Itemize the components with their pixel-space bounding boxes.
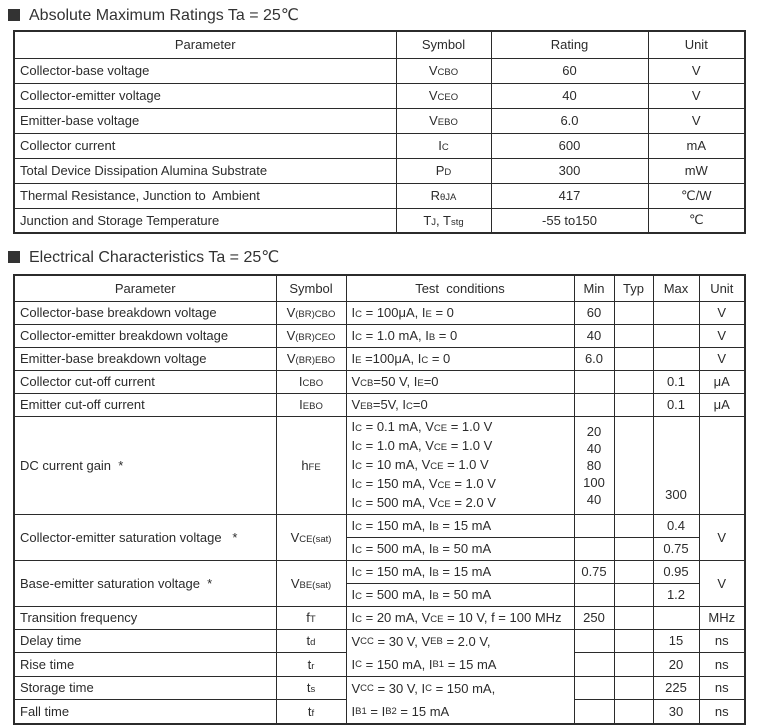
symbol-cell: VCBO [396, 58, 491, 83]
condition-line: IC = 150 mA, VCE = 1.0 V [351, 475, 496, 491]
conditions-cell: IC = 20 mA, VCE = 10 V, f = 100 MHz [346, 606, 574, 629]
max-cell: 0.75 [653, 537, 699, 560]
conditions-cell [346, 416, 574, 514]
typ-cell [614, 370, 653, 393]
unit-cell: μA [699, 370, 745, 393]
min-line: 100 [583, 474, 605, 490]
symbol-cell: tr [276, 653, 346, 677]
unit-cell: ℃/W [648, 183, 745, 208]
min-cell [574, 416, 614, 514]
param-cell: Collector-emitter voltage [14, 83, 396, 108]
min-cell [574, 676, 614, 700]
conditions-cell: VEB=5V, IC=0 [346, 393, 574, 416]
param-cell: DC current gain * [14, 416, 276, 514]
table-row [14, 393, 745, 416]
unit-cell: ns [699, 629, 745, 653]
symbol-cell: ts [276, 676, 346, 700]
min-cell [574, 393, 614, 416]
param-cell: Thermal Resistance, Junction to Ambient [14, 183, 396, 208]
symbol-cell: V(BR)EBO [276, 347, 346, 370]
max-cell: 20 [653, 653, 699, 677]
table-row [14, 301, 745, 324]
max-cell: 225 [653, 676, 699, 700]
unit-cell: MHz [699, 606, 745, 629]
table-row [14, 108, 745, 133]
param-cell: Transition frequency [14, 606, 276, 629]
min-line: 80 [586, 457, 602, 473]
param-cell: Emitter-base voltage [14, 108, 396, 133]
param-cell: Junction and Storage Temperature [14, 208, 396, 233]
max-cell [653, 301, 699, 324]
symbol-cell: VEBO [396, 108, 491, 133]
max-cell: 1.2 [653, 583, 699, 606]
table-row-dc-current-gain [14, 416, 745, 514]
column-header-unit: Unit [699, 275, 745, 301]
rating-cell: 417 [491, 183, 648, 208]
typ-cell [614, 514, 653, 537]
param-cell: Collector-base voltage [14, 58, 396, 83]
param-cell: Delay time [14, 629, 276, 653]
section-title-text: Absolute Maximum Ratings Ta = 25℃ [29, 7, 299, 24]
rating-cell: 600 [491, 133, 648, 158]
electrical-characteristics-table [13, 274, 746, 725]
min-line: 40 [586, 491, 602, 507]
black-square-bullet-icon [8, 251, 20, 263]
black-square-bullet-icon [8, 9, 20, 21]
table-row-vbe-sat-1 [14, 560, 745, 583]
column-header-rating: Rating [491, 31, 648, 58]
max-cell [653, 416, 699, 514]
typ-cell [614, 393, 653, 416]
param-cell: Collector-base breakdown voltage [14, 301, 276, 324]
param-cell: Collector cut-off current [14, 370, 276, 393]
min-cell [574, 629, 614, 653]
conditions-cell: IC = 100μA, IE = 0 [346, 301, 574, 324]
symbol-cell: RθJA [396, 183, 491, 208]
min-cell: 6.0 [574, 347, 614, 370]
unit-cell [699, 416, 745, 514]
unit-cell: ns [699, 653, 745, 677]
conditions-cell: IE =100μA, IC = 0 [346, 347, 574, 370]
rating-cell: 60 [491, 58, 648, 83]
symbol-cell: VCE(sat) [276, 514, 346, 560]
condition-line: IC = 10 mA, VCE = 1.0 V [351, 456, 489, 472]
column-header-min: Min [574, 275, 614, 301]
typ-cell [614, 583, 653, 606]
conditions-cell: IC = 500 mA, IB = 50 mA [346, 583, 574, 606]
table-row-vce-sat-1 [14, 514, 745, 537]
section-title-absolute-maximum-ratings [8, 5, 299, 25]
min-line: 20 [586, 423, 602, 439]
rating-cell: 300 [491, 158, 648, 183]
table-header-row [14, 275, 745, 301]
unit-cell: μA [699, 393, 745, 416]
unit-cell: ns [699, 700, 745, 724]
unit-cell: V [699, 514, 745, 560]
max-cell: 30 [653, 700, 699, 724]
unit-cell: mA [648, 133, 745, 158]
condition-line: V CC = 30 V, V EB = 2.0 V, [351, 633, 491, 649]
conditions-cell: IC = 150 mA, IB = 15 mA [346, 514, 574, 537]
unit-cell: ns [699, 676, 745, 700]
max-value: 300 [665, 486, 687, 502]
max-cell [653, 606, 699, 629]
min-cell: 250 [574, 606, 614, 629]
symbol-cell: PD [396, 158, 491, 183]
max-cell: 0.1 [653, 393, 699, 416]
param-cell: Collector-emitter saturation voltage * [14, 514, 276, 560]
condition-line: V CC = 30 V, I C = 150 mA, [351, 680, 496, 696]
symbol-cell: V(BR)CEO [276, 324, 346, 347]
table-row [14, 324, 745, 347]
symbol-cell: V(BR)CBO [276, 301, 346, 324]
column-header-max: Max [653, 275, 699, 301]
max-cell: 0.4 [653, 514, 699, 537]
rating-cell: 40 [491, 83, 648, 108]
unit-cell: V [699, 560, 745, 606]
max-cell [653, 347, 699, 370]
typ-cell [614, 560, 653, 583]
min-cell [574, 370, 614, 393]
min-cell [574, 700, 614, 724]
table-row [14, 347, 745, 370]
typ-cell [614, 347, 653, 370]
unit-cell: V [648, 83, 745, 108]
condition-line: I B1 = I B2 = 15 mA [351, 703, 450, 719]
column-header-parameter: Parameter [14, 31, 396, 58]
param-cell: Rise time [14, 653, 276, 677]
min-line: 40 [586, 440, 602, 456]
section-title-electrical-characteristics [8, 247, 279, 267]
table-row [14, 183, 745, 208]
symbol-cell: fT [276, 606, 346, 629]
table-row [14, 58, 745, 83]
condition-line: IC = 1.0 mA, VCE = 1.0 V [351, 437, 493, 453]
min-cell: 0.75 [574, 560, 614, 583]
max-cell: 0.1 [653, 370, 699, 393]
symbol-cell: VCEO [396, 83, 491, 108]
unit-cell: mW [648, 158, 745, 183]
column-header-typ: Typ [614, 275, 653, 301]
column-header-symbol: Symbol [276, 275, 346, 301]
param-cell: Base-emitter saturation voltage * [14, 560, 276, 606]
table-row [14, 158, 745, 183]
table-row [14, 83, 745, 108]
min-cell [574, 653, 614, 677]
condition-line: IC = 0.1 mA, VCE = 1.0 V [351, 418, 493, 434]
table-row-delay-time [14, 629, 745, 653]
conditions-cell: IC = 150 mA, IB = 15 mA [346, 560, 574, 583]
column-header-symbol: Symbol [396, 31, 491, 58]
typ-cell [614, 606, 653, 629]
typ-cell [614, 324, 653, 347]
condition-line: IC = 500 mA, VCE = 2.0 V [351, 494, 496, 510]
table-row [14, 133, 745, 158]
table-row [14, 606, 745, 629]
symbol-cell: VBE(sat) [276, 560, 346, 606]
typ-cell [614, 676, 653, 700]
max-cell: 15 [653, 629, 699, 653]
conditions-cell [346, 629, 574, 676]
rating-cell: -55 to150 [491, 208, 648, 233]
min-cell: 40 [574, 324, 614, 347]
min-cell [574, 514, 614, 537]
conditions-cell: IC = 1.0 mA, IB = 0 [346, 324, 574, 347]
table-row [14, 370, 745, 393]
column-header-unit: Unit [648, 31, 745, 58]
column-header-parameter: Parameter [14, 275, 276, 301]
absolute-maximum-ratings-table [13, 30, 746, 234]
unit-cell: V [648, 58, 745, 83]
symbol-cell: ICBO [276, 370, 346, 393]
unit-cell: V [648, 108, 745, 133]
param-cell: Emitter-base breakdown voltage [14, 347, 276, 370]
typ-cell [614, 653, 653, 677]
symbol-cell: IC [396, 133, 491, 158]
max-cell: 0.95 [653, 560, 699, 583]
typ-cell [614, 416, 653, 514]
condition-line: I C = 150 mA, I B1 = 15 mA [351, 656, 497, 672]
table-row [14, 208, 745, 233]
symbol-cell: IEBO [276, 393, 346, 416]
param-cell: Collector-emitter breakdown voltage [14, 324, 276, 347]
typ-cell [614, 629, 653, 653]
min-cell: 60 [574, 301, 614, 324]
column-header-test-conditions: Test conditions [346, 275, 574, 301]
table-header-row [14, 31, 745, 58]
max-cell [653, 324, 699, 347]
section-title-text: Electrical Characteristics Ta = 25℃ [29, 249, 280, 266]
param-cell: Storage time [14, 676, 276, 700]
typ-cell [614, 301, 653, 324]
min-cell [574, 583, 614, 606]
conditions-cell: VCB=50 V, IE=0 [346, 370, 574, 393]
table-row-storage-time [14, 676, 745, 700]
min-cell [574, 537, 614, 560]
typ-cell [614, 700, 653, 724]
symbol-cell: td [276, 629, 346, 653]
param-cell: Collector current [14, 133, 396, 158]
unit-cell: V [699, 301, 745, 324]
unit-cell: V [699, 324, 745, 347]
symbol-cell: tf [276, 700, 346, 724]
unit-cell: V [699, 347, 745, 370]
conditions-cell [346, 676, 574, 724]
param-cell: Total Device Dissipation Alumina Substrate [14, 158, 396, 183]
symbol-cell: hFE [276, 416, 346, 514]
typ-cell [614, 537, 653, 560]
param-cell: Emitter cut-off current [14, 393, 276, 416]
symbol-cell: TJ, Tstg [396, 208, 491, 233]
unit-cell: ℃ [648, 208, 745, 233]
conditions-cell: IC = 500 mA, IB = 50 mA [346, 537, 574, 560]
param-cell: Fall time [14, 700, 276, 724]
rating-cell: 6.0 [491, 108, 648, 133]
